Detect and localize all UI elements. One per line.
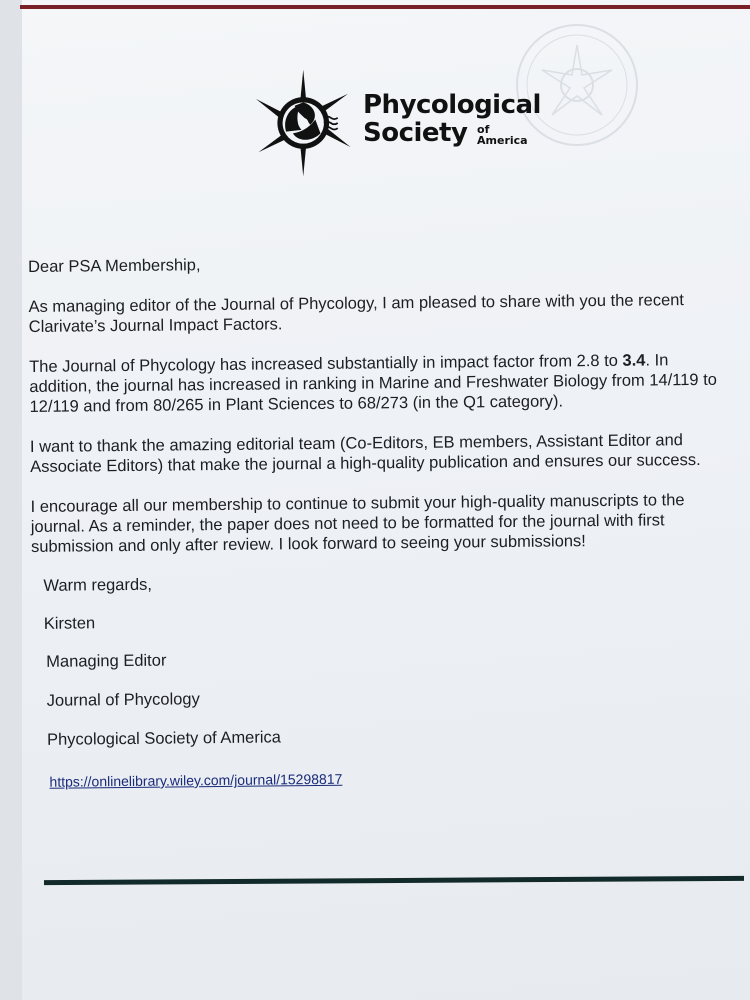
logo-of-america	[477, 124, 528, 146]
impact-factor-value: 3.4	[622, 351, 646, 370]
logo-line-society: Society	[363, 118, 468, 148]
signer-society: Phycological Society of America	[46, 728, 282, 749]
logo-of: of	[477, 123, 490, 136]
logo-line-phycological: Phycological	[363, 90, 541, 120]
logo-wordmark	[363, 92, 541, 146]
snowflake-emblem-icon	[255, 58, 367, 188]
impact-text-after: . In addition, the journal has increased in ranking in Marine and Freshwater Biology from 14/119 to 12/119 and from 80/265 in Plant Sciences to 68/273 (in the Q1 category).	[29, 351, 718, 416]
paragraph-thanks: I want to thank the amazing editorial team (Co-Editors, EB members, Assistant Editor and Associate Editors) that make the journal a high-quality publication and ensures our success.	[29, 431, 701, 476]
bottom-rule	[44, 876, 744, 885]
page-edge-shadow	[0, 0, 22, 1000]
paragraph-encourage: I encourage all our membership to continue to submit your high-quality manuscripts to the journal. As a reminder, the paper does not need to be formatted for the journal with first submission and only after review. I look forward to seeing your submissions!	[30, 491, 685, 556]
signer-title: Managing Editor	[46, 651, 167, 671]
closing: Warm regards,	[43, 575, 153, 595]
paragraph-impact-factor	[29, 350, 730, 417]
top-rule	[20, 5, 750, 9]
journal-link[interactable]: https://onlinelibrary.wiley.com/journal/15298817	[49, 770, 343, 790]
signer-journal: Journal of Phycology	[46, 690, 200, 710]
logo-america: America	[477, 134, 528, 147]
letter-body	[28, 251, 734, 792]
impact-text-before: The Journal of Phycology has increased substantially in impact factor from 2.8 to	[29, 351, 623, 376]
salutation: Dear PSA Membership,	[28, 256, 201, 276]
psa-logo	[255, 58, 541, 188]
paragraph-intro: As managing editor of the Journal of Phycology, I am pleased to share with you the recent Clarivate’s Journal Impact Factors.	[28, 291, 685, 336]
signer-name: Kirsten	[43, 614, 96, 633]
